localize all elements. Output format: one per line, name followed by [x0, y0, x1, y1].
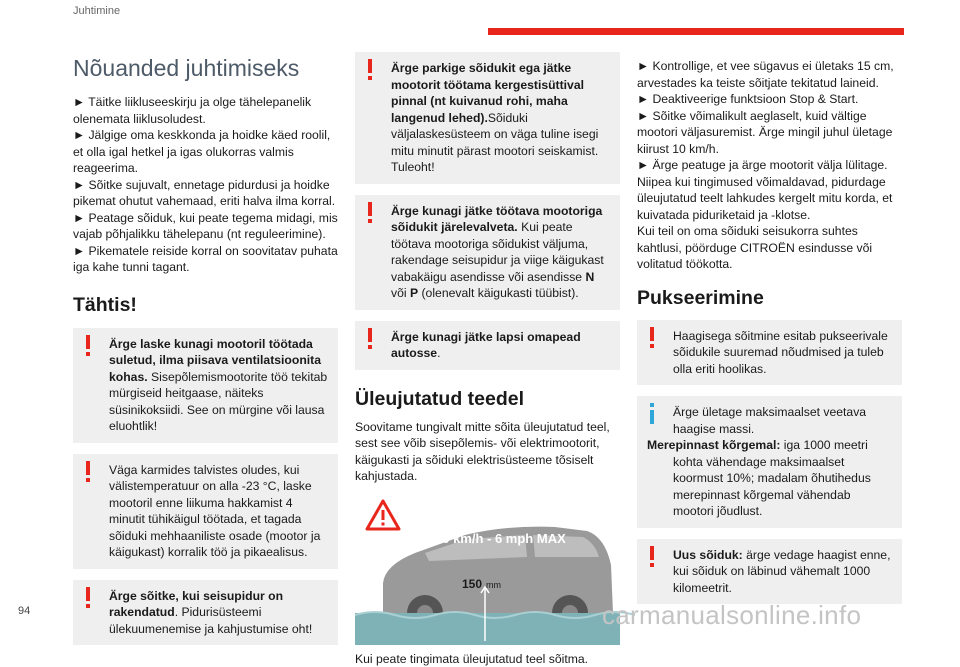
warning-box-children: [355, 321, 620, 370]
page-number: 94: [18, 605, 30, 617]
flood-heading: Üleujutatud teedel: [355, 388, 620, 411]
flood-tip-3: ► Sõitke võimalikult aeglaselt, kuid vältige mootori väljasuremist. Ärge mingil juhul ületage kiirust 10 km/h.: [637, 108, 902, 158]
header-accent-bar: [488, 28, 904, 35]
warning-box-new-vehicle: [637, 539, 902, 605]
flood-tip-1: ► Kontrollige, et vee sügavus ei ületaks 15 cm, arvestades ka teiste sõitjate tekitatud laineid.: [637, 58, 902, 91]
warning-triangle-icon: [367, 501, 399, 529]
warning-exclamation-icon: [647, 546, 657, 573]
warning-text-or: või: [391, 286, 410, 300]
advice-3: ► Sõitke sujuvalt, ennetage pidurdusi ja hoidke pikemat ohutut vahemaad, eriti halva ilma korral.: [73, 177, 338, 210]
warning-box-towing: [637, 320, 902, 386]
illustration-depth-value: 150: [462, 577, 482, 591]
flood-tip-2: ► Deaktiveerige funktsioon Stop & Start.: [637, 91, 902, 108]
warning-text: Väga karmides talvistes oludes, kui välistemperatuur on alla -23 °C, laske mootoril enne liikuma hakkamist 4 minutit tühikäigul töötada, et tagada sõiduki mehhaaniliste osade (mootor ja käigukast) korralik töö ja pikaealisus.: [109, 463, 320, 560]
flood-tip-6: Kui teil on oma sõiduki seisukorra suhtes kahtlusi, pöörduge CITROËN esindusse või volitatud töökotta.: [637, 223, 902, 273]
warning-bold-text: Ärge laske kunagi mootoril töötada suletud, ilma piisava ventilatsioonita kohas.: [109, 337, 321, 384]
flood-tip-4: ► Ärge peatuge ja ärge mootorit välja lülitage.: [637, 157, 902, 174]
illustration-depth-unit: mm: [486, 580, 501, 590]
illustration-caption: Kui peate tingimata üleujutatud teel sõitma.: [355, 651, 620, 667]
warning-exclamation-icon: [83, 335, 93, 362]
warning-text: Haagisega sõitmine esitab pukseerivale sõidukile suuremad nõudmised ja tuleb olla eriti hoolikas.: [673, 329, 888, 376]
gear-p: P: [410, 286, 418, 300]
warning-exclamation-icon: [365, 328, 375, 355]
warning-text: Sisepõlemismootorite töö tekitab mürgiseid heitgaase, näiteks süsinikoksiidi. See on mürgine või lausa eluohtlik!: [109, 370, 327, 434]
advice-1: ► Täitke liikluseeskirju ja olge tähelepanelik olenemata liiklusoludest.: [73, 94, 338, 127]
warning-exclamation-icon: [83, 587, 93, 614]
warning-bold-text: Ärge sõitke, kui seisupidur on rakendatud: [109, 589, 283, 620]
watermark: carmanualsonline.info: [602, 600, 861, 631]
advice-2: ► Jälgige oma keskkonda ja hoidke käed roolil, et olla igal hetkel ja igas olukorras valmis reageerima.: [73, 127, 338, 177]
warning-exclamation-icon: [647, 327, 657, 354]
warning-bold-text: Ärge kunagi jätke lapsi omapead autosse: [391, 330, 581, 361]
info-text-rest: iga 1000 meetri kohta vähendage maksimaalset koormust 10%; madalam õhutihedus merepinnast kõrgemal vähendab mootori jõudlust.: [673, 438, 871, 518]
warning-box-flammable: [355, 52, 620, 184]
warning-exclamation-icon: [83, 461, 93, 488]
warning-bold-text: Uus sõiduk:: [673, 548, 743, 562]
warning-text: . Pidurisüsteemi ülekuumenemise ja kahjustumise oht!: [109, 605, 312, 636]
column-2: [355, 52, 620, 667]
info-box-trailer-mass: [637, 396, 902, 528]
column-3: [637, 58, 902, 604]
important-heading: Tähtis!: [73, 294, 338, 317]
column-1: [73, 52, 338, 645]
warning-box-unattended: [355, 195, 620, 310]
flood-tip-5: Niipea kui tingimused võimaldavad, pidurdage üleujutatud teelt lahkudes kergelt mitu korda, et kuivatada piduriketaid ja -klotse.: [637, 174, 902, 224]
towing-heading: Pukseerimine: [637, 287, 902, 310]
page-title: Nõuanded juhtimiseks: [73, 55, 338, 82]
illustration-speed-label: 10 km/h - 6 mph MAX: [435, 531, 566, 546]
warning-box-ventilation: [73, 328, 338, 443]
running-header: Juhtimine: [73, 5, 120, 17]
advice-4: ► Peatage sõiduk, kui peate tegema midagi, mis vajab põhjalikku tähelepanu (nt reguleerimine).: [73, 210, 338, 243]
info-bold-text: Merepinnast kõrgemal:: [647, 438, 780, 452]
warning-box-parking-brake: [73, 580, 338, 646]
warning-text: Kui peate töötava mootoriga sõidukist väljuma, rakendage seisupidur ja viige käigukast vabakäigu asendisse või asendisse: [391, 220, 604, 284]
warning-bold-text: Ärge kunagi jätke töötava mootoriga sõidukit järelevalveta.: [391, 204, 602, 235]
info-text: Ärge ületage maksimaalset veetava haagise massi.: [673, 405, 866, 436]
warning-text: .: [437, 346, 440, 360]
flooded-road-illustration: [355, 495, 620, 645]
warning-text: (olenevalt käigukasti tüübist).: [418, 286, 579, 300]
info-icon: [647, 403, 657, 430]
advice-5: ► Pikematele reiside korral on soovitatav puhata iga kahe tunni tagant.: [73, 243, 338, 276]
flood-intro: Soovitame tungivalt mitte sõita üleujutatud teel, sest see võib sisepõlemis- või elektrimootorit, käigukasti ja sõiduki elektrisüsteeme tõsiselt kahjustada.: [355, 419, 620, 485]
warning-text: Sõiduki väljalaskesüsteem on väga tuline isegi mitu minutit pärast mootori seiskamist. Tuleoht!: [391, 111, 598, 175]
gear-n: N: [585, 270, 594, 284]
warning-text: ärge vedage haagist enne, kui sõiduk on läbinud vähemalt 1000 kilomeetrit.: [673, 548, 890, 595]
warning-exclamation-icon: [365, 202, 375, 229]
warning-exclamation-icon: [365, 59, 375, 86]
warning-bold-text: Ärge parkige sõidukit ega jätke mootorit töötama kergestisüttival pinnal (nt kuivanud rohi, maha langenud lehed).: [391, 61, 584, 125]
warning-box-winter: [73, 454, 338, 569]
